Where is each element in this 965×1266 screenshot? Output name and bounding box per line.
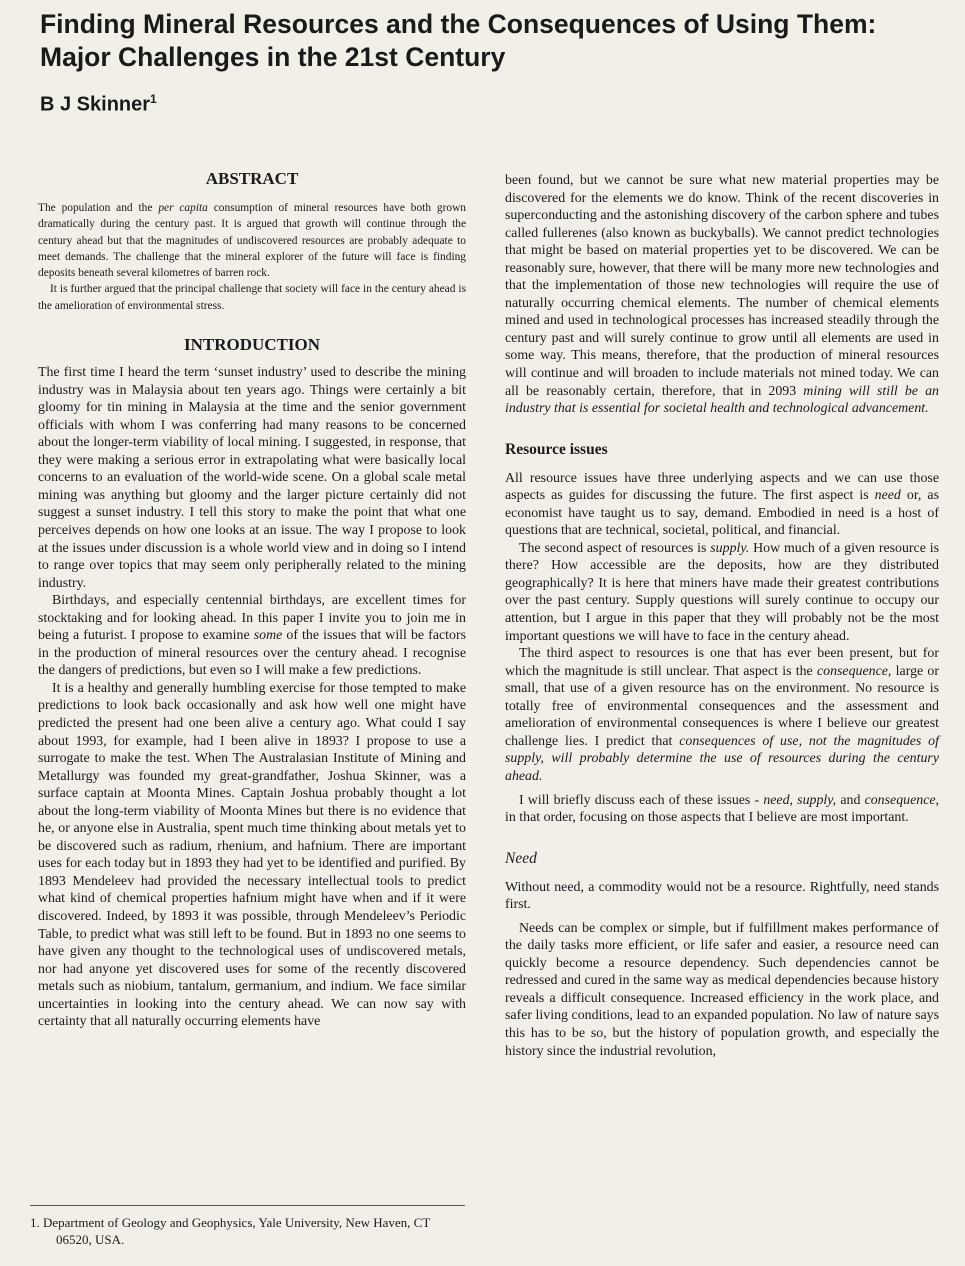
abstract-heading: ABSTRACT: [205, 169, 299, 188]
resource-paragraph-2: [505, 540, 939, 645]
abstract-p1-text-b: consumption of mineral resources have both grown dramatically during the century past. It is argued that growth will continue through the century ahead but that the magnitudes of undiscovered resources are probably adequate to meet demands. The challenge that the mineral explorer of the future will face is finding deposits beneath several kilometres of barren rock.: [38, 202, 466, 280]
intro-paragraph-1: The first time I heard the term ‘sunset industry’ used to describe the mining industry was in Malaysia about ten years ago. Things were certainly a bit gloomy for tin mining in Malaysia at the time and the senior government officials with whom I was conferring had many reasons to be concerned about the longer-term viability of local mining. I suggested, in response, that they were making a serious error in extrapolating what were basically local concerns to an evaluation of the world-wide scene. On a global scale metal mining was anything but gloomy and the larger picture certainly did not suggest a sunset industry. I tell this story to make the point that what one perceives depends on how one looks at an issue. The way I propose to look at the issues under discussion is a whole world view and in doing so I intend to range over topics that may seem only peripherally related to the mining industry.: [38, 365, 466, 591]
resource-paragraph-1: [505, 470, 939, 540]
introduction-section: [38, 334, 466, 1031]
author-line: [40, 92, 157, 117]
need-paragraph-2: Needs can be complex or simple, but if fulfillment makes performance of the daily tasks more efficient, or life safer and easier, a resource need can quickly become a resource dependency. Such dependencies cannot be redressed and cured in the same way as medical dependencies because history reveals a difficult consequence. Increased efficiency in the work place, and safer living conditions, lead to an expanded population. No law of nature says this has to be so, but the history of population growth, and especially the history since the industrial revolution,: [505, 920, 939, 1059]
resource-p4-text-b: and: [836, 792, 865, 808]
right-column: [505, 172, 939, 1060]
resource-p3-text-b: large or small, that use of a given resource has on the environment. No resource is totally free of environmental consequences and the assessment and amelioration of environmental consequences is where I believe our greatest challenge lies. I predict that: [505, 663, 940, 749]
resource-issues-heading: Resource issues: [505, 440, 608, 458]
abstract-section: [38, 168, 466, 314]
continued-text: been found, but we cannot be sure what new material properties may be discovered for the elements we do know. Think of the recent discoveries in superconducting and the astonishing discovery of the carbon sphere and tubes called fullerenes (also known as buckyballs). We cannot predict technologies that might be based on material properties yet to be discovered. We can be reasonably sure, however, that there will be many more new technologies and that the implementation of those new technologies will require the use of naturally occurring chemical elements. The number of chemical elements mined and used in technological processes has increased steadily through the century past and will surely continue to grow until all elements are used in some way. This means, therefore, that the production of mineral resources will continue and will broaden to include materials not mined today. We can all be reasonably certain, therefore, that in 2093: [505, 173, 939, 399]
need-heading: Need: [505, 849, 537, 867]
need-paragraph-1: Without need, a commodity would not be a resource. Rightfully, need stands first.: [505, 879, 939, 913]
resource-p3-emphasis-2: consequences of use, not the magnitudes of supply, will probably determine the use of resources during the century ahead.: [505, 733, 939, 784]
author-name: B J Skinner: [40, 93, 151, 116]
resource-p4-emphasis-2: consequence,: [864, 792, 939, 808]
introduction-heading: INTRODUCTION: [183, 335, 321, 355]
abstract-p1-text-a: The population and the: [38, 202, 159, 214]
intro-p2-text-b: of the issues that will be factors in the production of mineral resources over the century ahead. I recognise the dangers of predictions, but even so I will make a few predictions.: [38, 628, 466, 679]
resource-p4-text-a: I will briefly discuss each of these issues -: [519, 792, 764, 808]
abstract-paragraph-1: [38, 200, 466, 281]
intro-paragraph-2: [38, 592, 466, 680]
intro-paragraph-3: It is a healthy and generally humbling exercise for those tempted to make predictions to look back occasionally and ask how well one might have predicted the present had one been alive a century ago. What could I say about 1993, for example, had I been alive in 1893? I propose to use a surrogate to make the test. When The Australasian Institute of Mining and Metallurgy was founded my great-grandfather, Joshua Skinner, was a surface captain at Moonta Mines. Captain Joshua probably thought a lot about the long-term viability of Moonta Mines but there is no evidence that he, or anyone else in Australia, spent much time thinking about metals yet to be discovered such as radium, rhenium, and hafnium. There are important uses for each today but in 1893 they had yet to be identified and purified. By 1893 Mendeleev had provided the necessary intellectual tools to predict what kind of chemical properties hafnium might have when and if it were discovered. Indeed, by 1893 it was possible, through Mendeleev’s Periodic Table, to predict what was still left to be found. But in 1893 no one seems to have given any thought to the technological uses of undiscovered metals, nor had anyone yet discovered uses for some of the recently discovered metals such as niobium, tantalum, germanium, and indium. We face similar uncertainties in looking into the century ahead. We can now say with certainty that all naturally occurring elements have: [38, 680, 466, 1030]
footnote-divider: [30, 1205, 465, 1206]
resource-p4-emphasis-1: need, supply,: [763, 792, 837, 808]
resource-p1-text-a: All resource issues have three underlying aspects and we can use those aspects as guides for discussing the future. The first aspect is: [505, 470, 939, 504]
footnote: 1. Department of Geology and Geophysics, Yale University, New Haven, CT 06520, USA.: [30, 1215, 431, 1247]
author-footnote-mark: 1: [150, 92, 157, 106]
resource-p2-text-a: The second aspect of resources is: [519, 540, 711, 556]
intro-p2-emphasis: some: [253, 628, 283, 644]
resource-p2-text-b: How much of a given resource is there? How accessible are the deposits, how are they distributed geographically? It is here that miners have made their greatest contributions over the past century. Supply questions will surely continue to occupy our attention, but I argue in this paper that they will probably not be the most important questions we will have to face in the century ahead.: [505, 540, 939, 644]
resource-p3-emphasis-1: consequence,: [816, 663, 892, 679]
intro-p2-text-a: Birthdays, and especially centennial birthdays, are excellent times for stocktaking and for looking ahead. In this paper I invite you to join me in being a futurist. I propose to examine: [38, 593, 466, 644]
resource-p1-text-b: or, as economist have taught us to say, demand. Embodied in need is a host of questions that are technical, societal, political, and financial.: [505, 488, 939, 539]
resource-p4-text-c: in that order, focusing on those aspects that I believe are most important.: [505, 810, 909, 826]
resource-p3-text-a: The third aspect to resources is one that has ever been present, but for which the magnitude is still unclear. That aspect is the: [505, 646, 939, 679]
resource-p1-emphasis: need: [874, 488, 901, 504]
resource-paragraph-3: [505, 645, 939, 785]
abstract-p1-emphasis: per capita: [158, 202, 208, 214]
left-column: [38, 168, 466, 1031]
continued-paragraph: [505, 172, 939, 418]
resource-paragraph-4: [505, 792, 939, 827]
abstract-paragraph-2: It is further argued that the principal challenge that society will face in the century ahead is the amelioration of environmental stress.: [38, 283, 466, 312]
continued-emphasis: mining will still be an industry that is essential for societal health and technological advancement.: [505, 383, 939, 417]
resource-p2-emphasis: supply.: [710, 540, 750, 556]
paper-title: Finding Mineral Resources and the Consequences of Using Them: Major Challenges in the 21st Century: [40, 9, 877, 72]
